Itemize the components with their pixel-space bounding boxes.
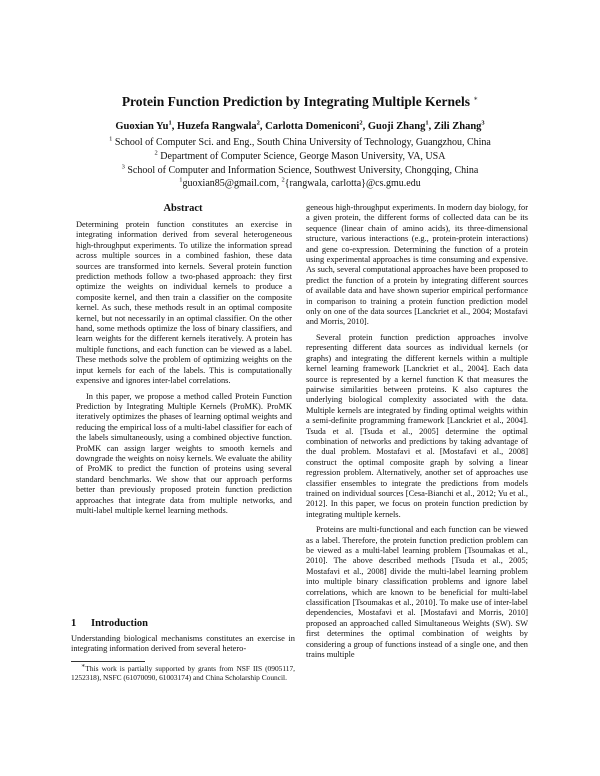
section-heading-introduction bbox=[71, 618, 148, 629]
title-text: Protein Function Prediction by Integrating Multiple Kernels bbox=[121, 94, 471, 109]
author: Zili Zhang$^3$ bbox=[433, 119, 485, 132]
author: Guoxian Yu$^1$, bbox=[115, 119, 178, 132]
body-paragraph-2: Several protein function prediction approaches involve representing different data sources as individual kernels (or graphs) and integrating the different kernels within a multiple kernel learning framework [Lanckriet et al., 2004]. Each data source is represented by a kernel function K that measures the pairwise similarities between proteins. K also captures the underlying biological complexity associated with the data. Multiple kernels are integrated by finding optimal weights within a semi-definite programming framework [Lanckriet et al., 2004]. Tsuda et al. [Tsuda et al., 2005] determine the optimal combination of networks and predictions by taking advantage of the dual problem. Mostafavi et al. [Mostafavi et al., 2008] construct the optimal composite graph by solving a linear regression problem. Alternatively, another set of approaches use classifier ensembles to integrate the predictions from models trained on individual sources [Cesa-Bianchi et al., 2012; Yu et al., 2012]. In this paper, we focus on protein function prediction by integrating multiple kernels. bbox=[306, 332, 528, 519]
body-paragraph-1: geneous high-throughput experiments. In modern day biology, for a given protein, the different forms of collected data can be its sequence (linear chain of amino acids), its three-dimensional structure, various interactions (e.g., protein-protein interactions) and gene co-expression. Determining the function of a protein using experimental approaches is time consuming and expensive. As such, several computational approaches have been proposed to predict the function of a protein by integrating different sources of available data and have shown superior empirical performance in comparison to training a protein function prediction model only on one of the data sources [Lanckriet et al., 2004; Mostafavi and Morris, 2010]. bbox=[306, 203, 528, 327]
section-title: Introduction bbox=[91, 618, 148, 629]
intro-paragraph-1: Understanding biological mechanisms constitutes an exercise in integrating information derived from several hetero- bbox=[71, 634, 295, 654]
abstract-paragraph-2: In this paper, we propose a method called Protein Function Prediction by Integrating Multiple Kernels (ProMK). ProMK iteratively optimizes the phases of learning optimal weights and reducing the empirical loss of a multi-label classifier for each of the labels simultaneously, using a combined objective function. ProMK can assign larger weights to smooth kernels and downgrade the weights on noisy kernels. We evaluate the ability of ProMK to predict the function of proteins using several standard benchmarks. We show that our approach performs better than previously proposed protein function prediction approaches that integrate data from multiple networks, and multi-label multiple kernel learning methods. bbox=[76, 391, 292, 515]
email-line: $^1$guoxian85@gmail.com, $^2${rangwala, carlotta}@cs.gmu.edu bbox=[179, 176, 421, 189]
author: Guoji Zhang$^1$, bbox=[367, 119, 434, 132]
footnote-text: This work is partially supported by grants from NSF IIS (0905117, 1252318), NSFC (61070090, 61003174) and China Scholarship Council. bbox=[71, 664, 295, 683]
author-list bbox=[0, 121, 600, 132]
introduction-body bbox=[71, 634, 295, 660]
body-paragraph-3: Proteins are multi-functional and each function can be viewed as a label. Therefore, the protein function prediction problem can be viewed as a multi-label learning problem [Tsoumakas et al., 2010]. The above described methods [Tsuda et al., 2005; Mostafavi et al., 2008] divide the multi-label learning problem into multiple binary classification problems and ignore label correlations, which are known to be beneficial for multi-label classification [Tsoumakas et al., 2010]. To make use of inter-label dependencies, Mostafavi et al. [Mostafavi and Morris, 2010] proposed an approached called Simultaneous Weights (SW). SW first determines the optimal combination of weights by considering a group of functions instead of a single one, and then trains multiple bbox=[306, 525, 528, 660]
affiliation-2: $^2$ Department of Computer Science, George Mason University, VA, USA bbox=[154, 149, 446, 162]
abstract-heading: Abstract bbox=[163, 203, 203, 214]
affiliation-3: $^3$ School of Computer and Information Science, Southwest University, Chongqing, China bbox=[121, 163, 479, 176]
author: Huzefa Rangwala$^2$, bbox=[177, 119, 266, 132]
footnote bbox=[71, 664, 295, 683]
abstract-paragraph-1: Determining protein function constitutes an exercise in integrating information derived from several heterogeneous high-throughput experiments. To utilize the information spread across multiple sources in a combined fashion, these data sources are transformed into kernels. Several protein function prediction methods follow a two-phased approach: they first optimize the weights on individual kernels to produce a composite kernel, and then train a classifier on the composite kernel. As such, these methods result in an optimal composite kernel, but not necessarily in an optimal classifier. On the other hand, some methods optimize the loss of binary classifiers, and learn weights for the different kernels iteratively. A protein has multiple functions, and each function can be viewed as a label. These methods solve the problem of optimizing weights on the input kernels for each of the labels. This is computationally expensive and ignores inter-label correlations. bbox=[76, 220, 292, 386]
footnote-mark: ∗ bbox=[81, 662, 86, 670]
right-column bbox=[306, 203, 528, 665]
affiliation-1: $^1$ School of Computer Sci. and Eng., South China University of Technology, Guangzhou, China bbox=[109, 135, 491, 148]
left-column bbox=[71, 203, 295, 521]
author: Carlotta Domeniconi$^2$, bbox=[265, 119, 368, 132]
title-footnote-mark: ∗ bbox=[473, 94, 479, 103]
section-number: 1 bbox=[71, 618, 77, 629]
paper-title bbox=[0, 94, 600, 110]
abstract-body bbox=[76, 220, 292, 516]
